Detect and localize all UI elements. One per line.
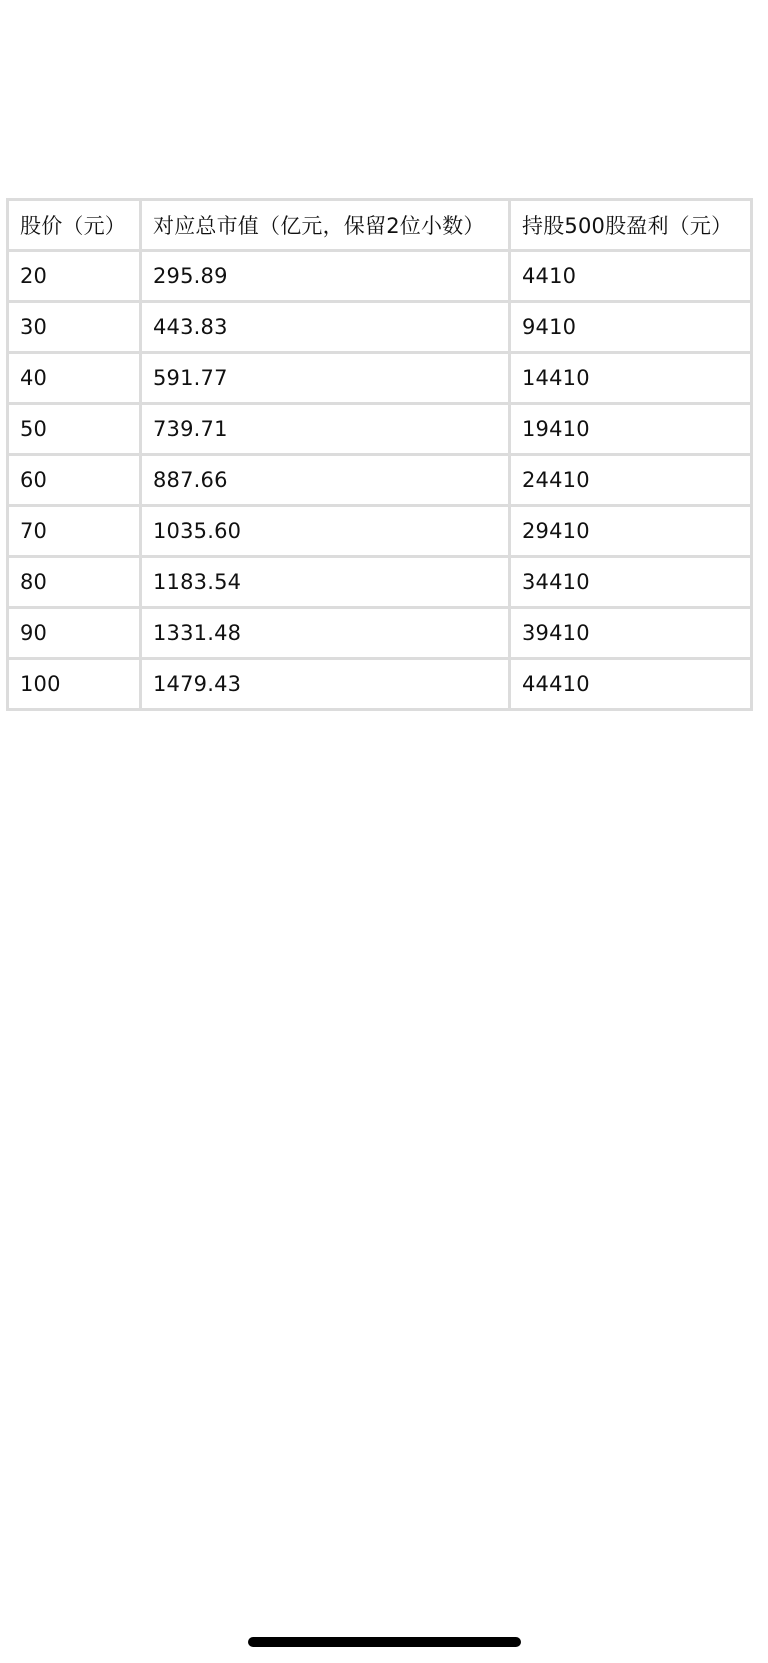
cell-stock-price: 20 bbox=[8, 251, 141, 302]
cell-stock-price: 50 bbox=[8, 404, 141, 455]
table-row bbox=[8, 506, 752, 557]
table-row bbox=[8, 251, 752, 302]
table-row bbox=[8, 659, 752, 710]
cell-profit: 34410 bbox=[510, 557, 752, 608]
cell-market-cap: 591.77 bbox=[141, 353, 510, 404]
home-indicator[interactable] bbox=[248, 1637, 521, 1647]
cell-stock-price: 80 bbox=[8, 557, 141, 608]
table-row bbox=[8, 455, 752, 506]
cell-profit: 24410 bbox=[510, 455, 752, 506]
stock-price-table bbox=[6, 198, 753, 711]
header-profit: 持股500股盈利（元） bbox=[510, 200, 752, 251]
cell-profit: 44410 bbox=[510, 659, 752, 710]
cell-market-cap: 1183.54 bbox=[141, 557, 510, 608]
table-row bbox=[8, 608, 752, 659]
cell-market-cap: 739.71 bbox=[141, 404, 510, 455]
cell-market-cap: 1035.60 bbox=[141, 506, 510, 557]
cell-stock-price: 40 bbox=[8, 353, 141, 404]
cell-market-cap: 1479.43 bbox=[141, 659, 510, 710]
cell-market-cap: 443.83 bbox=[141, 302, 510, 353]
table-row bbox=[8, 404, 752, 455]
cell-stock-price: 60 bbox=[8, 455, 141, 506]
table-row bbox=[8, 302, 752, 353]
table-header-row bbox=[8, 200, 752, 251]
table-row bbox=[8, 557, 752, 608]
header-market-cap: 对应总市值（亿元，保留2位小数） bbox=[141, 200, 510, 251]
cell-stock-price: 90 bbox=[8, 608, 141, 659]
cell-stock-price: 100 bbox=[8, 659, 141, 710]
cell-profit: 14410 bbox=[510, 353, 752, 404]
cell-market-cap: 1331.48 bbox=[141, 608, 510, 659]
cell-market-cap: 295.89 bbox=[141, 251, 510, 302]
cell-stock-price: 30 bbox=[8, 302, 141, 353]
table-container bbox=[6, 198, 750, 711]
cell-profit: 39410 bbox=[510, 608, 752, 659]
table-row bbox=[8, 353, 752, 404]
header-stock-price: 股价（元） bbox=[8, 200, 141, 251]
cell-stock-price: 70 bbox=[8, 506, 141, 557]
cell-profit: 29410 bbox=[510, 506, 752, 557]
cell-profit: 4410 bbox=[510, 251, 752, 302]
cell-profit: 19410 bbox=[510, 404, 752, 455]
cell-market-cap: 887.66 bbox=[141, 455, 510, 506]
cell-profit: 9410 bbox=[510, 302, 752, 353]
